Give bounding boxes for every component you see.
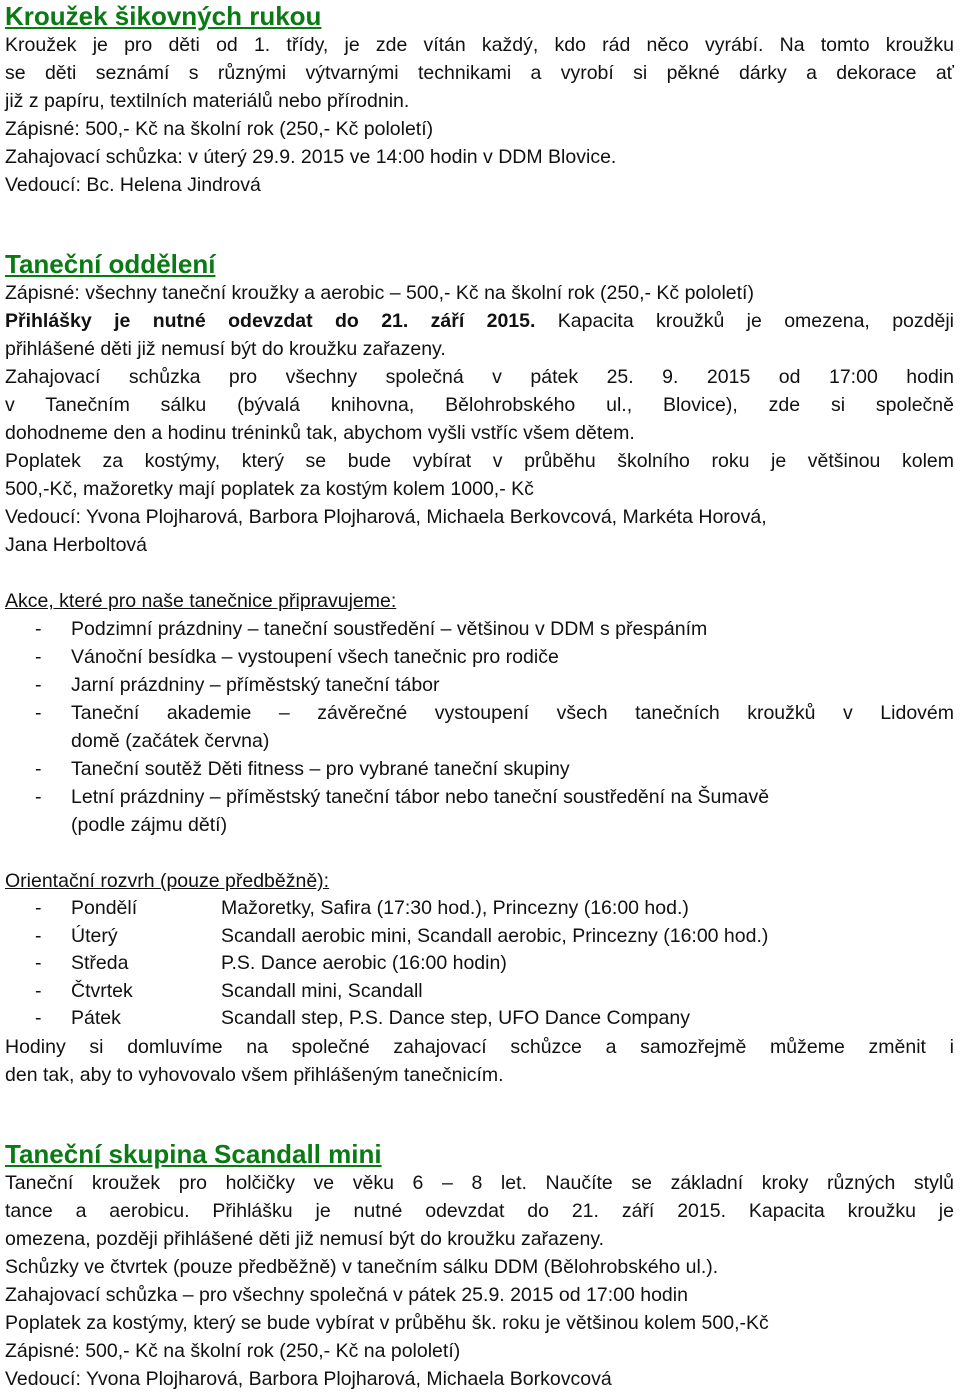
leaders-text: Vedoucí: Yvona Plojharová, Barbora Plojharová, Michaela Borkovcová [5, 1367, 612, 1390]
list-dash: - [35, 1007, 42, 1029]
section-title: Taneční skupina Scandall mini [5, 1138, 382, 1169]
deadline-line: přihlášené děti již nemusí být do kroužku zařazeny. [5, 338, 446, 360]
list-item [5, 643, 954, 671]
leaders-line: Vedoucí: Yvona Plojharová, Barbora Plojharová, Michaela Berkovcová, Markéta Horová, [5, 506, 767, 528]
meeting-text: Zahajovací schůzka: v úterý 29.9. 2015 ve 14:00 hodin v DDM Blovice. [5, 146, 617, 168]
leaders-line: Jana Herboltová [5, 534, 148, 556]
schedule-day: Úterý [71, 924, 118, 947]
fee-text: Zápisné: 500,- Kč na školní rok (250,- Kč pololetí) [5, 118, 434, 140]
description-line: se děti seznámí s různými výtvarnými technikami a vyrobí si pěkné dárky a dekorace ať [5, 62, 954, 84]
list-item [5, 671, 954, 699]
description-line: již z papíru, textilních materiálů nebo přírodnin. [5, 90, 410, 112]
schedule-day: Čtvrtek [71, 979, 133, 1002]
deadline-rest: Kapacita kroužků je omezena, později [535, 310, 954, 332]
list-item-line: Taneční soutěž Děti fitness – pro vybrané taneční skupiny [71, 758, 570, 780]
list-dash: - [35, 979, 42, 1002]
meeting-line: dohodneme den a hodinu tréninků tak, abychom vyšli vstříc všem dětem. [5, 422, 635, 444]
list-item-line: Taneční akademie – závěrečné vystoupení všech tanečních kroužků v Lidovém [71, 702, 954, 724]
list-dash: - [35, 702, 42, 724]
list-dash: - [35, 924, 42, 947]
meeting-line: v Tanečním sálku (bývalá knihovna, Bělohrobského ul., Blovice), zde si společně [5, 394, 954, 416]
list-item [5, 755, 954, 783]
schedule-groups: Scandall mini, Scandall [221, 979, 423, 1002]
closing-line: den tak, aby to vyhovovalo všem přihlášeným tanečnicím. [5, 1063, 504, 1086]
description-line: Kroužek je pro děti od 1. třídy, je zde vítán každý, kdo rád něco vyrábí. Na tomto kroužku [5, 34, 954, 56]
list-item-line: Jarní prázdniny – příměstský taneční tábor [71, 674, 440, 696]
list-dash: - [35, 897, 42, 919]
list-item-text [71, 615, 954, 643]
deadline-bold: Přihlášky je nutné odevzdat do 21. září 2015. [5, 310, 536, 332]
list-item-text [71, 699, 954, 755]
list-dash: - [35, 618, 42, 640]
list-item [5, 783, 954, 839]
section-title: Taneční oddělení [5, 249, 216, 279]
section-tanecni-oddeleni [5, 249, 954, 1089]
list-item-text [71, 671, 954, 699]
deadline-line [5, 307, 954, 335]
list-item [5, 615, 954, 643]
schedule-row [5, 978, 954, 1006]
list-item-line: (podle zájmu dětí) [71, 814, 228, 836]
section-title: Kroužek šikovných rukou [5, 1, 322, 31]
description-line: omezena, později přihlášené děti již nemusí být do kroužku zařazeny. [5, 1227, 605, 1250]
schedule-day: Pondělí [71, 897, 138, 919]
meetings-text: Schůzky ve čtvrtek (pouze předběžně) v tanečním sálku DDM (Bělohrobského ul.). [5, 1255, 719, 1278]
list-dash: - [35, 786, 42, 808]
list-dash: - [35, 758, 42, 780]
list-item [5, 699, 954, 755]
fee-text: Zápisné: všechny taneční kroužky a aerobic – 500,- Kč na školní rok (250,- Kč pololetí) [5, 282, 754, 304]
first-meeting-text: Zahajovací schůzka – pro všechny společná v pátek 25.9. 2015 od 17:00 hodin [5, 1283, 688, 1306]
list-item-line: Letní prázdniny – příměstský taneční tábor nebo taneční soustředění na Šumavě [71, 786, 770, 808]
list-item-line: Podzimní prázdniny – taneční soustředění – většinou v DDM s přespáním [71, 618, 708, 640]
list-dash: - [35, 646, 42, 668]
list-item-text [71, 755, 954, 783]
meeting-line: Zahajovací schůzka pro všechny společná v pátek 25. 9. 2015 od 17:00 hodin [5, 366, 954, 388]
fee-text: Zápisné: 500,- Kč na školní rok (250,- Kč na pololetí) [5, 1339, 461, 1362]
costume-line: Poplatek za kostýmy, který se bude vybírat v průběhu školního roku je většinou kolem [5, 450, 954, 472]
list-item-line: Vánoční besídka – vystoupení všech tanečnic pro rodiče [71, 646, 559, 668]
schedule-row [5, 950, 954, 978]
section-krouzek-sikovnych-rukou [5, 0, 954, 199]
list-item-line: domě (začátek června) [71, 730, 270, 752]
list-dash: - [35, 952, 42, 974]
schedule-groups: P.S. Dance aerobic (16:00 hodin) [221, 952, 507, 974]
schedule-heading: Orientační rozvrh (pouze předběžně): [5, 870, 330, 892]
costume-text: Poplatek za kostýmy, který se bude vybírat v průběhu šk. roku je většinou kolem 500,-Kč [5, 1311, 769, 1334]
description-line: Taneční kroužek pro holčičky ve věku 6 – 8 let. Naučíte se základní kroky různých stylů [5, 1171, 954, 1194]
schedule-groups: Scandall aerobic mini, Scandall aerobic, Princezny (16:00 hod.) [221, 924, 769, 947]
schedule-row [5, 895, 954, 923]
closing-line: Hodiny si domluvíme na společné zahajovací schůzce a samozřejmě můžeme změnit i [5, 1035, 954, 1058]
schedule-groups: Scandall step, P.S. Dance step, UFO Dance Company [221, 1007, 690, 1029]
schedule-groups: Mažoretky, Safira (17:30 hod.), Princezny (16:00 hod.) [221, 897, 689, 919]
actions-list [5, 615, 954, 839]
description-line: tance a aerobicu. Přihlášku je nutné odevzdat do 21. září 2015. Kapacita kroužku je [5, 1199, 954, 1222]
schedule-list [5, 895, 954, 1033]
schedule-day: Pátek [71, 1007, 121, 1029]
schedule-row [5, 1005, 954, 1033]
schedule-day: Středa [71, 952, 129, 974]
section-scandall-mini [5, 1139, 954, 1393]
list-item-text [71, 783, 954, 839]
actions-heading: Akce, které pro naše tanečnice připravujeme: [5, 590, 397, 612]
list-item-text [71, 643, 954, 671]
schedule-row [5, 923, 954, 951]
costume-line: 500,-Kč, mažoretky mají poplatek za kostým kolem 1000,- Kč [5, 478, 534, 500]
list-dash: - [35, 674, 42, 696]
leader-text: Vedoucí: Bc. Helena Jindrová [5, 174, 261, 196]
